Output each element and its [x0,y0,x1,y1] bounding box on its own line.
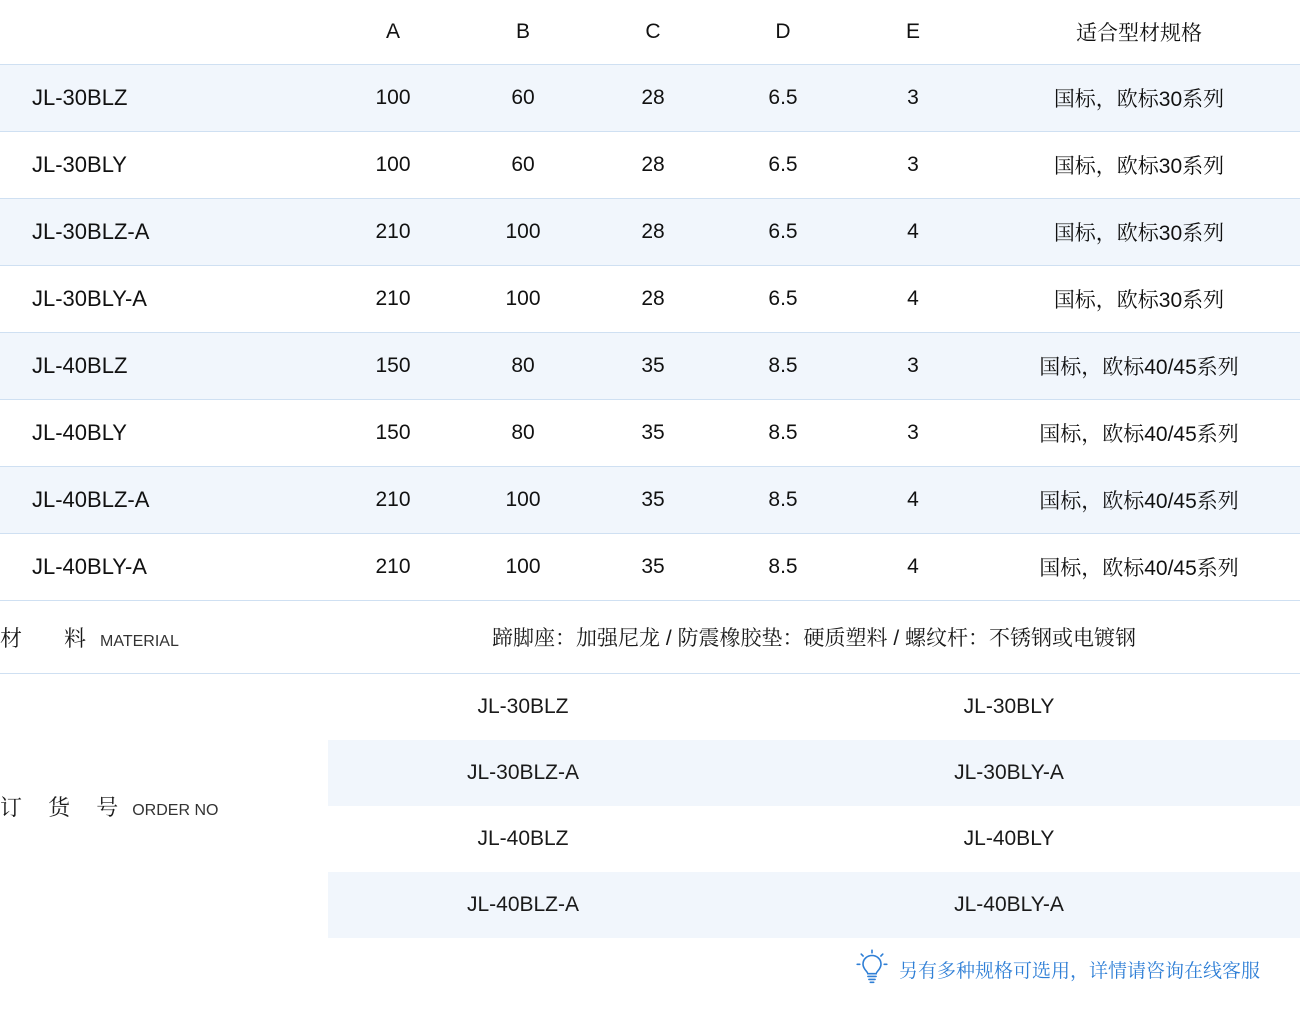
cell-d: 8.5 [718,534,848,601]
order-code-left: JL-30BLZ-A [328,740,718,806]
cell-b: 80 [458,400,588,467]
table-row [0,132,1300,199]
cell-b: 100 [458,467,588,534]
header-c: C [645,20,661,43]
cell-model: JL-40BLY [0,400,328,467]
cell-model: JL-30BLZ [0,65,328,132]
cell-e: 4 [848,199,978,266]
table-row [0,65,1300,132]
table-row [0,199,1300,266]
footer-note [0,947,1300,992]
material-value: 蹄脚座：加强尼龙 / 防震橡胶垫：硬质塑料 / 螺纹杆：不锈钢或电镀钢 [328,601,1300,674]
cell-c: 35 [588,400,718,467]
table-row [0,467,1300,534]
cell-a: 210 [328,266,458,333]
order-code-left: JL-40BLZ [328,806,718,872]
cell-spec: 国标，欧标30系列 [978,266,1300,333]
cell-a: 100 [328,65,458,132]
order-code-right: JL-40BLY-A [718,872,1300,938]
cell-spec: 国标，欧标30系列 [978,65,1300,132]
cell-a: 210 [328,199,458,266]
order-code-right: JL-30BLY [718,674,1300,741]
cell-c: 35 [588,333,718,400]
cell-a: 150 [328,333,458,400]
cell-c: 35 [588,467,718,534]
order-label-zh: 订 货 号 [0,794,129,820]
cell-e: 3 [848,333,978,400]
cell-spec: 国标，欧标40/45系列 [978,467,1300,534]
footer-note-text: 另有多种规格可选用，详情请咨询在线客服 [898,961,1260,982]
cell-a: 210 [328,467,458,534]
cell-model: JL-40BLZ [0,333,328,400]
header-d: D [775,20,791,43]
header-a: A [385,20,400,43]
cell-model: JL-30BLY [0,132,328,199]
cell-d: 8.5 [718,400,848,467]
table-row [0,266,1300,333]
cell-e: 3 [848,65,978,132]
cell-spec: 国标，欧标40/45系列 [978,333,1300,400]
cell-c: 28 [588,266,718,333]
cell-c: 35 [588,534,718,601]
order-code-left: JL-40BLZ-A [328,872,718,938]
cell-model: JL-40BLY-A [0,534,328,601]
cell-e: 4 [848,534,978,601]
cell-d: 6.5 [718,199,848,266]
order-label-en: ORDER NO [132,801,219,819]
cell-c: 28 [588,132,718,199]
cell-model: JL-30BLY-A [0,266,328,333]
order-code-right: JL-30BLY-A [718,740,1300,806]
cell-d: 6.5 [718,65,848,132]
cell-b: 100 [458,534,588,601]
header-b: B [515,20,530,43]
cell-d: 8.5 [718,333,848,400]
table-row [0,400,1300,467]
cell-b: 100 [458,199,588,266]
order-code-left: JL-30BLZ [328,674,718,741]
cell-d: 6.5 [718,132,848,199]
header-profile-spec: 适合型材规格 [1076,22,1202,45]
cell-c: 28 [588,199,718,266]
cell-d: 6.5 [718,266,848,333]
cell-b: 100 [458,266,588,333]
cell-c: 28 [588,65,718,132]
cell-e: 4 [848,266,978,333]
cell-d: 8.5 [718,467,848,534]
header-empty [0,0,328,65]
table-row [0,333,1300,400]
material-label [0,601,328,674]
order-code-right: JL-40BLY [718,806,1300,872]
order-label [0,674,328,939]
cell-b: 60 [458,132,588,199]
cell-model: JL-30BLZ-A [0,199,328,266]
table-row [0,534,1300,601]
header-e: E [905,20,920,43]
cell-spec: 国标，欧标40/45系列 [978,400,1300,467]
material-row [0,601,1300,674]
cell-a: 150 [328,400,458,467]
cell-spec: 国标，欧标30系列 [978,132,1300,199]
cell-e: 3 [848,400,978,467]
material-label-en: MATERIAL [100,632,179,650]
cell-model: JL-40BLZ-A [0,467,328,534]
lightbulb-icon [855,947,889,992]
order-row [0,674,1300,741]
cell-e: 3 [848,132,978,199]
table-header-row [0,0,1300,65]
cell-a: 100 [328,132,458,199]
cell-b: 80 [458,333,588,400]
cell-spec: 国标，欧标40/45系列 [978,534,1300,601]
cell-b: 60 [458,65,588,132]
cell-e: 4 [848,467,978,534]
material-label-zh: 材 料 [0,625,97,651]
cell-a: 210 [328,534,458,601]
cell-spec: 国标，欧标30系列 [978,199,1300,266]
